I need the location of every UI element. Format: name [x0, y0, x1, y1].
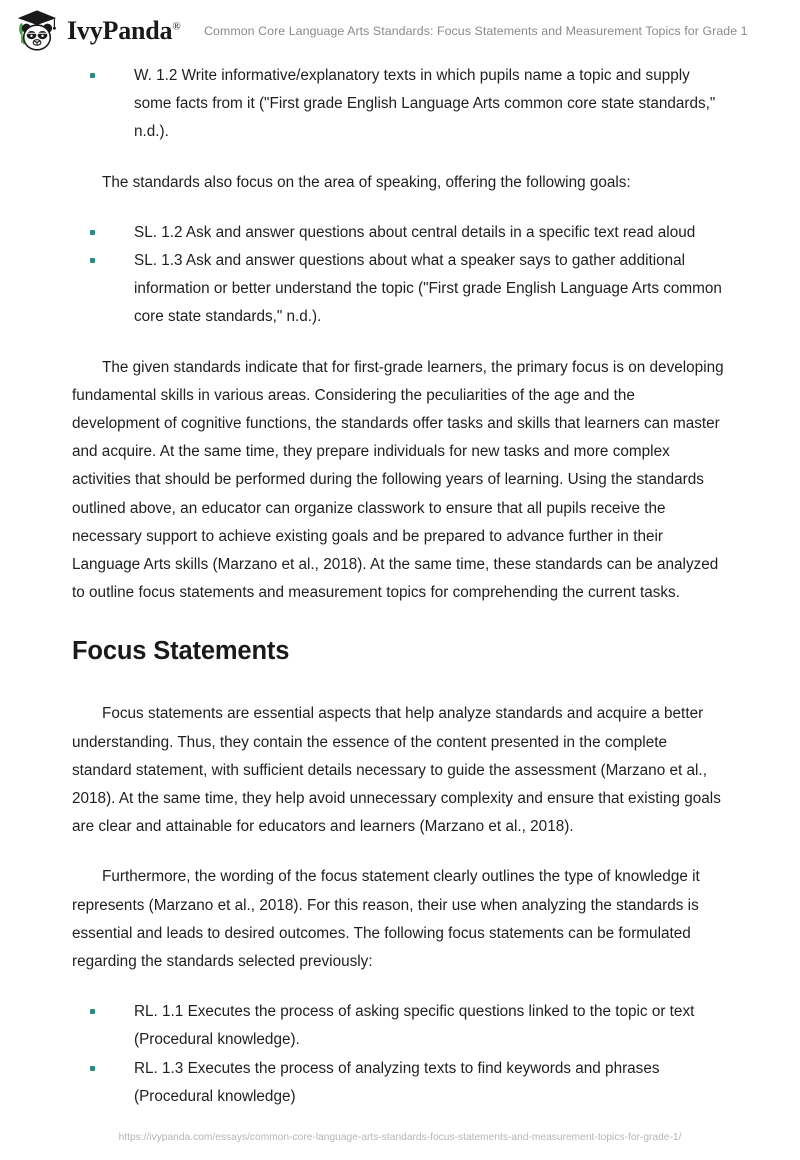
- page-footer: [0, 1114, 800, 1160]
- bullet-dot-icon: [90, 1009, 95, 1014]
- spacer: [72, 147, 724, 169]
- list-item: [72, 998, 724, 1054]
- spacer: [72, 667, 724, 700]
- brand-wordmark: [67, 16, 181, 46]
- speaking-standards-list: [72, 219, 724, 332]
- list-item: [72, 1055, 724, 1111]
- content-column: [72, 62, 724, 1111]
- spacer: [72, 841, 724, 863]
- brand-name-text: IvyPanda: [67, 16, 173, 45]
- list-item: [72, 62, 724, 147]
- document-body: [0, 62, 800, 1111]
- focus-statements-list: [72, 998, 724, 1111]
- paragraph-focus-definition: Focus statements are essential aspects that help analyze standards and acquire a better understanding. Thus, they contain the essence of the content presented in the complete standard statement, with sufficient details necessary to guide the assessment (Marzano et al., 2018). At the same time, they help avoid unnecessary complexity and ensure that existing goals are clear and attainable for educators and learners (Marzano et al., 2018).: [72, 705, 721, 836]
- spacer: [72, 332, 724, 354]
- speaking-lead-paragraph: The standards also focus on the area of speaking, offering the following goals:: [102, 173, 631, 191]
- list-item: [72, 219, 724, 247]
- brand-logo[interactable]: [14, 9, 190, 53]
- bullet-dot-icon: [90, 73, 95, 78]
- section-heading-focus-statements: Focus Statements: [72, 637, 290, 666]
- writing-standards-list: [72, 62, 724, 147]
- list-item-text: RL. 1.1 Executes the process of asking specific questions linked to the topic or text (Procedural knowledge).: [134, 1003, 695, 1049]
- panda-graduate-logo-icon: [14, 9, 60, 53]
- list-item: [72, 247, 724, 332]
- spacer: [72, 607, 724, 635]
- bullet-dot-icon: [90, 230, 95, 235]
- list-item-text: W. 1.2 Write informative/explanatory texts in which pupils name a topic and supply some facts from it ("First grade English Language Arts common core state standards," n.d.).: [134, 67, 716, 141]
- spacer: [72, 976, 724, 998]
- source-url[interactable]: https://ivypanda.com/essays/common-core-language-arts-standards-focus-statements-and-measurement-topics-for-grade-1/: [118, 1131, 682, 1143]
- registered-mark: ®: [172, 20, 181, 33]
- list-item-text: SL. 1.3 Ask and answer questions about what a speaker says to gather additional information or better understand the topic ("First grade English Language Arts common core state standards," n.d.).: [134, 252, 722, 326]
- list-item-text: SL. 1.2 Ask and answer questions about central details in a specific text read aloud: [134, 223, 696, 241]
- bullet-dot-icon: [90, 1066, 95, 1071]
- page-header: [0, 0, 800, 62]
- spacer: [72, 197, 724, 219]
- document-title: Common Core Language Arts Standards: Focus Statements and Measurement Topics for Grade 1: [204, 24, 748, 38]
- list-item-text: RL. 1.3 Executes the process of analyzing texts to find keywords and phrases (Procedural knowledge): [134, 1059, 660, 1105]
- bullet-dot-icon: [90, 258, 95, 263]
- paragraph-focus-wording: Furthermore, the wording of the focus statement clearly outlines the type of knowledge it represents (Marzano et al., 2018). For this reason, their use when analyzing the standards is essential and leads to desired outcomes. The following focus statements can be formulated regarding the standards selected previously:: [72, 868, 700, 971]
- paragraph-standards-summary: The given standards indicate that for first-grade learners, the primary focus is on developing fundamental skills in various areas. Considering the peculiarities of the age and the development of cognitive functions, the standards offer tasks and skills that learners can master and acquire. At the same time, they prepare individuals for new tasks and more complex activities that should be performed during the following years of learning. Using the standards outlined above, an educator can organize classwork to ensure that all pupils receive the necessary support to achieve existing goals and be prepared to advance further in their Language Arts skills (Marzano et al., 2018). At the same time, these standards can be analyzed to outline focus statements and measurement topics for comprehending the current tasks.: [72, 358, 724, 602]
